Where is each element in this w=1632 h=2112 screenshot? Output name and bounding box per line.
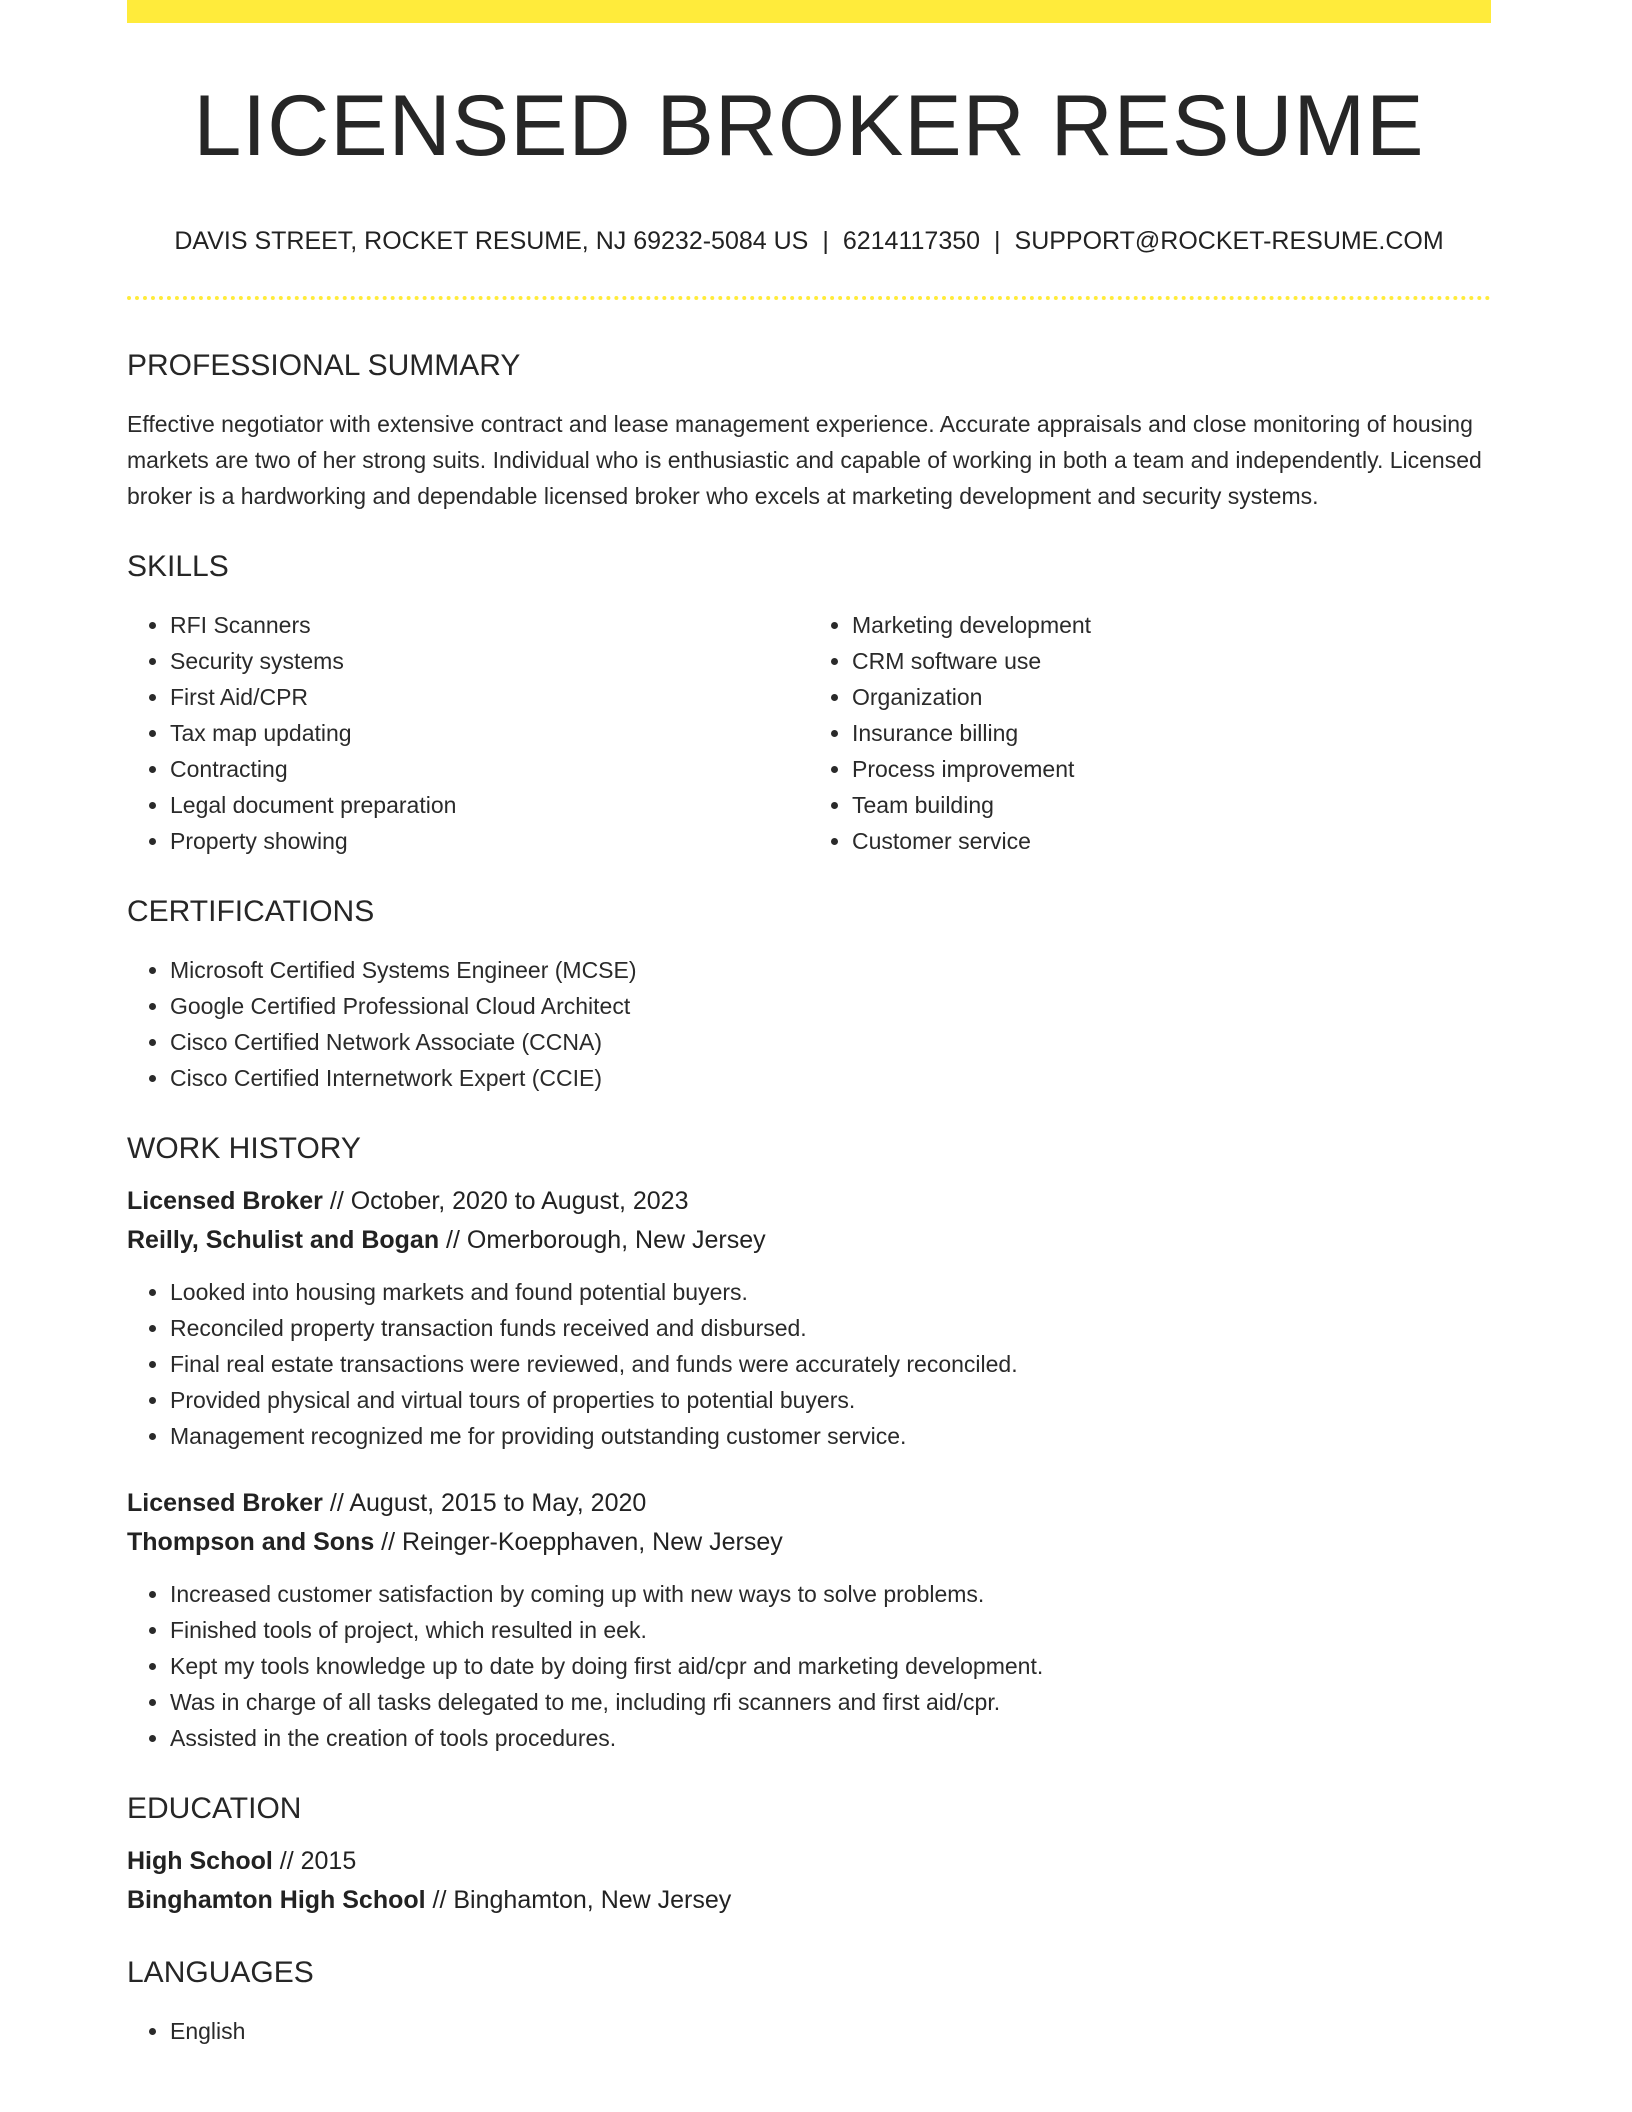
education-degree-line [127, 1842, 1491, 1881]
job-title-line [127, 1484, 1491, 1523]
skill-item: • Marketing development [852, 607, 1491, 643]
certification-item: • Microsoft Certified Systems Engineer (MCSE) [170, 952, 1491, 988]
education-entry [127, 1842, 1491, 1920]
job-dates: // August, 2015 to May, 2020 [329, 1489, 647, 1517]
education-location: // Binghamton, New Jersey [432, 1886, 732, 1914]
skill-item: • Customer service [852, 823, 1491, 859]
skill-item: • Legal document preparation [170, 787, 809, 823]
skill-item: • Tax map updating [170, 715, 809, 751]
skill-item: • Team building [852, 787, 1491, 823]
education-year: // 2015 [279, 1847, 357, 1875]
job-bullet: • Kept my tools knowledge up to date by doing first aid/cpr and marketing development. [170, 1648, 1491, 1684]
work-history-section [127, 1134, 1491, 1756]
certification-item: • Cisco Certified Network Associate (CCNA) [170, 1024, 1491, 1060]
section-heading-education: EDUCATION [127, 1792, 302, 1825]
resume-page [127, 0, 1491, 2049]
skill-item: • RFI Scanners [170, 607, 809, 643]
job-entry [127, 1484, 1491, 1756]
education-degree: High School [127, 1847, 273, 1875]
skill-item: • Property showing [170, 823, 809, 859]
certification-item: • Google Certified Professional Cloud Architect [170, 988, 1491, 1024]
languages-section [127, 1958, 1491, 2049]
job-company: Reilly, Schulist and Bogan [127, 1226, 440, 1254]
skills-list-right [809, 607, 1491, 859]
summary-section [127, 351, 1491, 514]
job-title: Licensed Broker [127, 1187, 323, 1215]
section-heading-certifications: CERTIFICATIONS [127, 895, 375, 928]
job-bullet: • Increased customer satisfaction by coming up with new ways to solve problems. [170, 1576, 1491, 1612]
job-company: Thompson and Sons [127, 1528, 375, 1556]
job-title-line [127, 1182, 1491, 1221]
skills-columns [127, 607, 1491, 859]
languages-list [127, 2013, 1491, 2049]
dotted-divider [127, 296, 1491, 300]
job-location: // Reinger-Koepphaven, New Jersey [381, 1528, 783, 1556]
job-bullet: • Finished tools of project, which resulted in eek. [170, 1612, 1491, 1648]
skill-item: • First Aid/CPR [170, 679, 809, 715]
certification-item: • Cisco Certified Internetwork Expert (CCIE) [170, 1060, 1491, 1096]
job-bullet: • Was in charge of all tasks delegated to me, including rfi scanners and first aid/cpr. [170, 1684, 1491, 1720]
contact-separator: | [994, 227, 1001, 255]
skill-item: • Security systems [170, 643, 809, 679]
section-heading-languages: LANGUAGES [127, 1956, 314, 1989]
job-bullet: • Looked into housing markets and found potential buyers. [170, 1274, 1491, 1310]
section-heading-summary: PROFESSIONAL SUMMARY [127, 349, 521, 382]
job-bullets [127, 1274, 1491, 1454]
job-bullet: • Reconciled property transaction funds received and disbursed. [170, 1310, 1491, 1346]
job-title: Licensed Broker [127, 1489, 323, 1517]
job-bullets [127, 1576, 1491, 1756]
contact-address: DAVIS STREET, ROCKET RESUME, NJ 69232-5084 US [174, 227, 809, 255]
contact-separator: | [822, 227, 829, 255]
skill-item: • Process improvement [852, 751, 1491, 787]
certifications-list [127, 952, 1491, 1096]
education-school: Binghamton High School [127, 1886, 426, 1914]
skills-list-left [127, 607, 809, 859]
skill-item: • CRM software use [852, 643, 1491, 679]
contact-line [127, 227, 1491, 256]
job-bullet: • Provided physical and virtual tours of properties to potential buyers. [170, 1382, 1491, 1418]
certifications-section [127, 897, 1491, 1096]
skill-item: • Insurance billing [852, 715, 1491, 751]
skill-item: • Organization [852, 679, 1491, 715]
resume-title: LICENSED BROKER RESUME [193, 78, 1425, 174]
job-entry [127, 1182, 1491, 1454]
section-heading-work: WORK HISTORY [127, 1132, 361, 1165]
job-bullet: • Management recognized me for providing outstanding customer service. [170, 1418, 1491, 1454]
job-company-line [127, 1523, 1491, 1562]
skills-section [127, 552, 1491, 859]
accent-top-bar [127, 0, 1491, 23]
education-section [127, 1794, 1491, 1920]
education-school-line [127, 1881, 1491, 1920]
contact-email: SUPPORT@ROCKET-RESUME.COM [1014, 227, 1444, 255]
job-bullet: • Assisted in the creation of tools procedures. [170, 1720, 1491, 1756]
language-item: • English [170, 2013, 1491, 2049]
job-location: // Omerborough, New Jersey [446, 1226, 766, 1254]
skill-item: • Contracting [170, 751, 809, 787]
summary-text: Effective negotiator with extensive contract and lease management experience. Accurate appraisals and close monitoring of housing markets are two of her strong suits. Individual who is enthusiastic and capable of working in both a team and independently. Licensed broker is a hardworking and dependable licensed broker who excels at marketing development and security systems. [127, 411, 1482, 509]
job-bullet: • Final real estate transactions were reviewed, and funds were accurately reconciled. [170, 1346, 1491, 1382]
job-dates: // October, 2020 to August, 2023 [329, 1187, 689, 1215]
job-company-line [127, 1221, 1491, 1260]
contact-phone: 6214117350 [842, 227, 981, 255]
section-heading-skills: SKILLS [127, 550, 229, 583]
